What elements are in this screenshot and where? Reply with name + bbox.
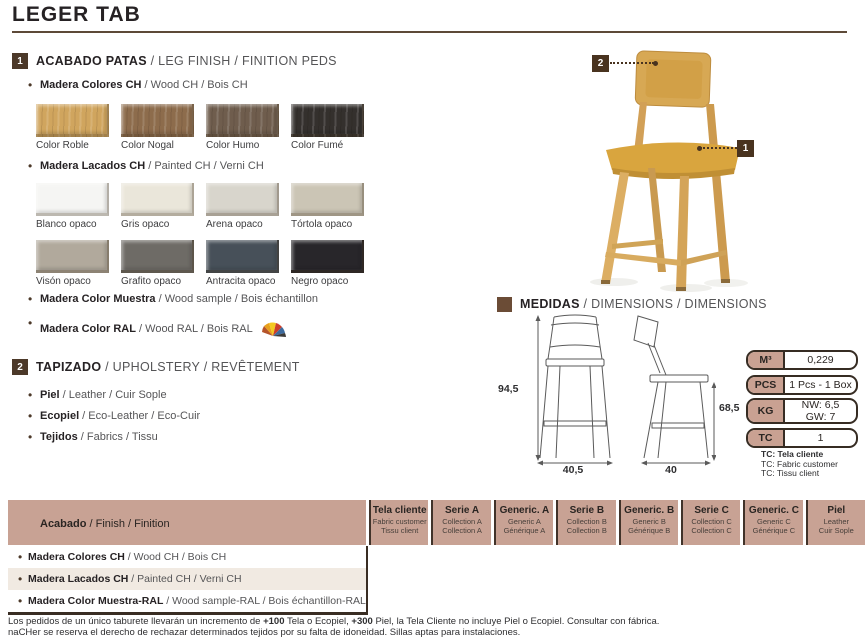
finish-header-acabado: Acabado / Finish / Finition <box>8 500 366 545</box>
tc-note-en: TC: Fabric customer <box>761 458 838 469</box>
product-photo <box>568 40 796 292</box>
finish-table-rows <box>8 546 368 615</box>
swatch-color-fume <box>291 104 364 151</box>
finish-row-madera-muestra-ral: • Madera Color Muestra-RAL / Wood sample-RAL / Bois échantillon-RAL <box>8 590 366 612</box>
swatch-color <box>121 183 194 216</box>
swatch-label: Tórtola opaco <box>291 219 353 230</box>
spec-row-volume <box>746 350 858 370</box>
swatch-color <box>206 104 279 137</box>
finish-row-madera-colores: • Madera Colores CH / Wood CH / Bois CH <box>8 546 366 568</box>
ral-color-fan-icon <box>261 317 287 338</box>
finish-header-generic-a: Generic. A Generic A Générique A <box>494 500 553 545</box>
callout-badge-leg: 1 <box>737 140 754 157</box>
page-title: LEGER TAB <box>12 3 141 26</box>
spec-row-tc <box>746 428 858 448</box>
callout-line-backrest <box>610 62 654 64</box>
spec-value-tc: 1 <box>817 432 824 444</box>
spec-row-kg <box>746 398 858 424</box>
swatch-label: Negro opaco <box>291 276 349 287</box>
swatch-label: Arena opaco <box>206 219 263 230</box>
footnote-line-2: naCHer se reserva el derecho de rechazar determinados tejidos por su falta de idoneidad. Sillas aptas para instalaciones. <box>8 627 521 638</box>
section-title: TAPIZADO <box>36 360 102 374</box>
dim-label-seat-height: 68,5 <box>719 402 740 414</box>
upholstery-tejidos: • Tejidos / Fabrics / Tissu <box>28 431 158 443</box>
spec-row-pcs <box>746 375 858 395</box>
swatch-color-roble <box>36 104 109 151</box>
section-leg-finish-heading: 1 ACABADO PATAS / LEG FINISH / FINITION PEDS <box>12 52 337 70</box>
swatch-arena-opaco <box>206 183 279 230</box>
wood-sample-label: • Madera Color Muestra / Wood sample / Bois échantillon <box>28 293 318 305</box>
spec-label-kg: KG <box>748 400 785 422</box>
swatch-blanco-opaco <box>36 183 109 230</box>
finish-header-generic-b: Generic. B Generic B Générique B <box>619 500 678 545</box>
finish-table-header <box>8 500 865 545</box>
finish-header-piel: Piel Leather Cuir Sople <box>806 500 865 545</box>
swatch-vison-opaco <box>36 240 109 287</box>
swatch-label: Gris opaco <box>121 219 170 230</box>
swatch-grafito-opaco <box>121 240 194 287</box>
swatch-color <box>121 104 194 137</box>
wood-ral-label: • Madera Color RAL / Wood RAL / Bois RAL <box>28 317 287 338</box>
spec-label-tc: TC <box>748 430 785 446</box>
swatch-color <box>206 183 279 216</box>
callout-line-leg <box>700 147 737 149</box>
finish-header-serie-b: Serie B Collection B Collection B <box>556 500 615 545</box>
finish-header-tela-cliente: Tela cliente Fabric customer Tissu client <box>369 500 428 545</box>
callout-badge-backrest: 2 <box>592 55 609 72</box>
swatch-negro-opaco <box>291 240 364 287</box>
footnote <box>8 616 858 638</box>
spec-label-pcs: PCS <box>748 377 785 393</box>
finish-header-serie-a: Serie A Collection A Collection A <box>431 500 490 545</box>
section-title: ACABADO PATAS <box>36 54 147 68</box>
dimension-drawing-side <box>628 313 716 467</box>
wood-colors-label: • Madera Colores CH / Wood CH / Bois CH <box>28 79 248 91</box>
swatch-color-humo <box>206 104 279 151</box>
tc-note-fr: TC: Tissu client <box>761 468 820 478</box>
finish-header-serie-c: Serie C Collection C Collection C <box>681 500 740 545</box>
swatch-color <box>36 240 109 273</box>
tc-legend <box>761 450 838 479</box>
swatch-color <box>36 183 109 216</box>
swatch-label: Color Humo <box>206 140 260 151</box>
tc-note-es: TC: Tela cliente <box>761 449 824 459</box>
footnote-line-1: Los pedidos de un único taburete llevarán un incremento de +100 Tela o Ecopiel, +300 Piel, la Tela Cliente no incluye Piel o Ecopiel. Consultar con fábrica. <box>8 616 660 627</box>
swatch-gris-opaco <box>121 183 194 230</box>
swatch-tortola-opaco <box>291 183 364 230</box>
finish-row-madera-lacados: • Madera Lacados CH / Painted CH / Verni CH <box>8 568 366 590</box>
swatch-color <box>206 240 279 273</box>
swatch-color-nogal <box>121 104 194 151</box>
dim-label-total-height: 94,5 <box>498 383 519 395</box>
dimension-drawing-front <box>530 313 616 467</box>
spec-value-kg: NW: 6,5 GW: 7 <box>801 399 840 423</box>
section-upholstery-heading: 2 TAPIZADO / UPHOLSTERY / REVÊTEMENT <box>12 358 300 376</box>
swatch-antracita-opaco <box>206 240 279 287</box>
swatch-label: Color Roble <box>36 140 89 151</box>
spec-label-m3: M³ <box>748 352 785 368</box>
dim-label-width: 40,5 <box>562 464 584 476</box>
painted-label: • Madera Lacados CH / Painted CH / Verni CH <box>28 160 264 172</box>
upholstery-piel: • Piel / Leather / Cuir Sople <box>28 389 167 401</box>
spec-value-m3: 0,229 <box>807 354 834 366</box>
swatch-label: Antracita opaco <box>206 276 276 287</box>
medidas-heading: MEDIDAS / DIMENSIONS / DIMENSIONS <box>497 295 767 313</box>
painted-swatches-row2 <box>36 240 364 287</box>
swatch-color <box>291 183 364 216</box>
medidas-square-icon <box>497 297 512 312</box>
finish-header-generic-c: Generic. C Generic C Générique C <box>743 500 802 545</box>
upholstery-ecopiel: • Ecopiel / Eco-Leather / Eco-Cuir <box>28 410 200 422</box>
dim-label-depth: 40 <box>665 464 677 476</box>
swatch-label: Color Nogal <box>121 140 174 151</box>
swatch-color <box>121 240 194 273</box>
wood-color-swatches <box>36 104 364 151</box>
swatch-label: Color Fumé <box>291 140 344 151</box>
swatch-color <box>291 240 364 273</box>
section-number-badge: 1 <box>12 53 28 69</box>
swatch-label: Grafito opaco <box>121 276 182 287</box>
swatch-label: Blanco opaco <box>36 219 97 230</box>
title-rule <box>12 31 847 33</box>
spec-value-pcs: 1 Pcs - 1 Box <box>789 379 852 391</box>
section-number-badge: 2 <box>12 359 28 375</box>
painted-swatches-row1 <box>36 183 364 230</box>
swatch-color <box>291 104 364 137</box>
swatch-color <box>36 104 109 137</box>
swatch-label: Visón opaco <box>36 276 91 287</box>
